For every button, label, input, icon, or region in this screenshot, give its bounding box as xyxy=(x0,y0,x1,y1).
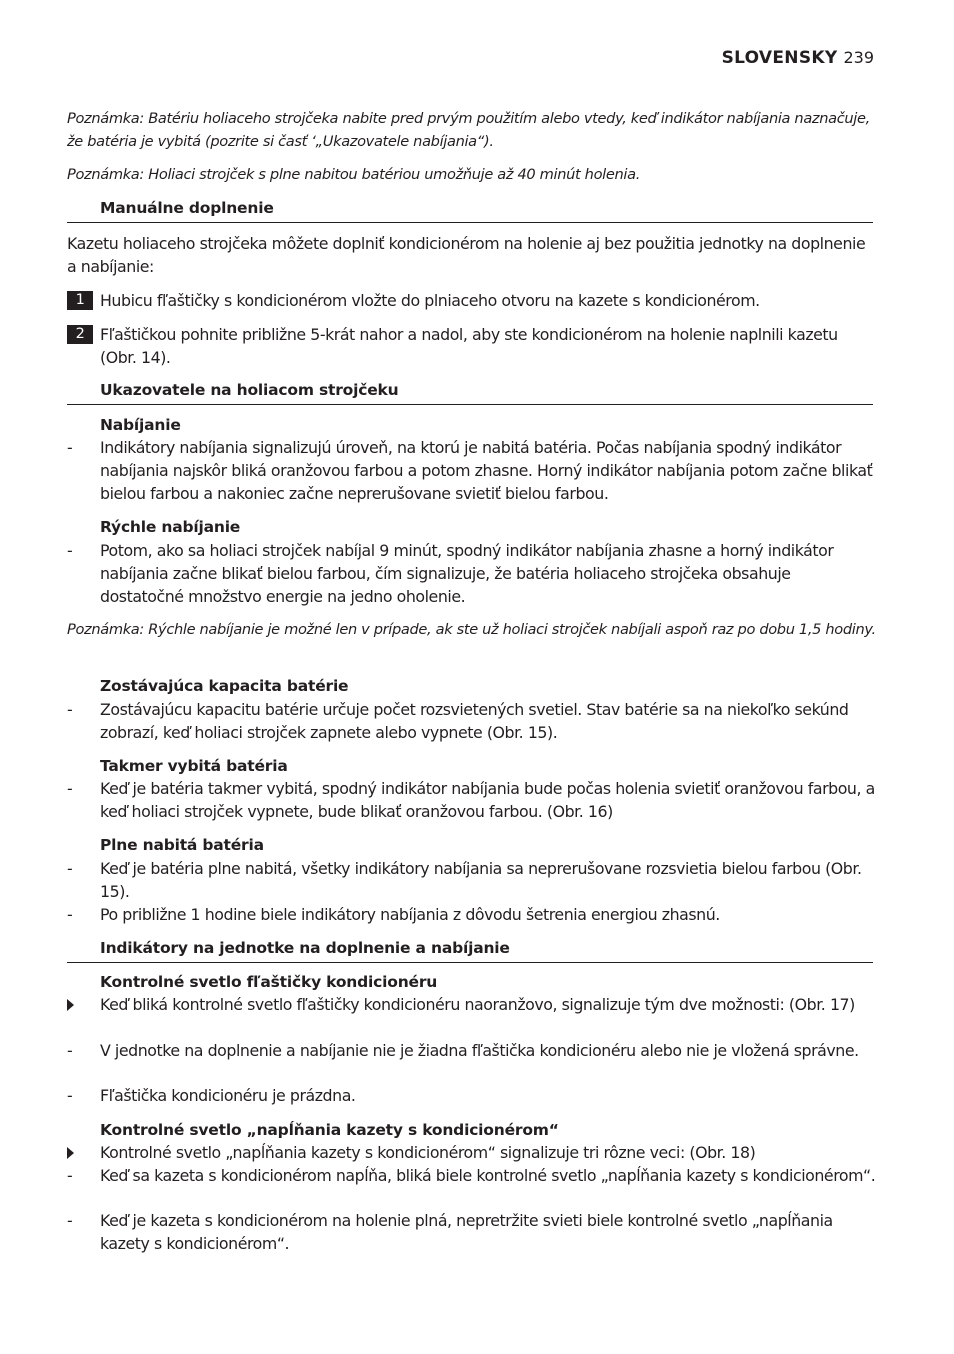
list-item xyxy=(67,436,877,505)
dash-marker: - xyxy=(67,905,73,924)
dash-marker: - xyxy=(67,779,73,798)
list-item xyxy=(67,857,877,903)
page-number: 239 xyxy=(843,48,874,67)
list-item-text: Po približne 1 hodine biele indikátory nabíjania z dôvodu šetrenia energiou zhasnú. xyxy=(100,905,720,924)
note-shaving-time: Poznámka: Holiaci strojček s plne nabitou batériou umožňuje až 40 minút holenia. xyxy=(67,166,640,183)
list-item-text: V jednotke na doplnenie a nabíjanie nie je žiadna fľaštička kondicionéru alebo nie je vložená správne. xyxy=(100,1041,859,1060)
step-text: Hubicu fľaštičky s kondicionérom vložte do plniaceho otvoru na kazete s kondicionérom. xyxy=(100,291,760,310)
list-item xyxy=(67,1164,877,1187)
list-item-text: Zostávajúcu kapacitu batérie určuje počet rozsvietených svetiel. Stav batérie sa na niekoľko sekúnd zobrazí, keď holiaci strojček zapnete alebo vypnete (Obr. 15). xyxy=(100,700,849,742)
dash-marker: - xyxy=(67,1166,73,1185)
dash-marker: - xyxy=(67,859,73,878)
dash-marker: - xyxy=(67,1211,73,1230)
step-2 xyxy=(67,323,877,369)
language-label: SLOVENSKY xyxy=(721,48,838,68)
dash-marker: - xyxy=(67,1086,73,1105)
subheading-battery-low: Takmer vybitá batéria xyxy=(100,757,288,775)
list-item xyxy=(67,1209,877,1255)
list-item-text: Keď sa kazeta s kondicionérom napĺňa, bliká biele kontrolné svetlo „napĺňania kazety s kondicionérom“. xyxy=(100,1166,876,1185)
subheading-charging: Nabíjanie xyxy=(100,416,181,434)
step-number-badge: 1 xyxy=(67,291,93,310)
list-item xyxy=(67,993,877,1016)
list-item xyxy=(67,698,877,744)
list-item-text: Fľaštička kondicionéru je prázdna. xyxy=(100,1086,356,1105)
list-item-text: Keď je batéria plne nabitá, všetky indikátory nabíjania sa neprerušovane rozsvietia bielou farbou (Obr. 15). xyxy=(100,859,862,901)
section-heading-shaver-indicators: Ukazovatele na holiacom strojčeku xyxy=(67,379,873,405)
manual-refill-intro: Kazetu holiaceho strojčeka môžete doplniť kondicionérom na holenie aj bez použitia jednotky na doplnenie a nabíjanie: xyxy=(67,234,866,276)
list-item xyxy=(67,1141,877,1164)
dash-marker: - xyxy=(67,541,73,560)
subheading-quick-charging: Rýchle nabíjanie xyxy=(100,518,241,536)
list-item-text: Keď je kazeta s kondicionérom na holenie plná, nepretržite svieti biele kontrolné svetlo „napĺňania kazety s kondicionérom“. xyxy=(100,1211,833,1253)
dash-marker: - xyxy=(67,700,73,719)
subheading-bottle-light: Kontrolné svetlo fľaštičky kondicionéru xyxy=(100,973,438,991)
section-heading-manual-refill: Manuálne doplnenie xyxy=(67,197,873,223)
triangle-bullet-icon xyxy=(67,993,87,1017)
step-1 xyxy=(67,289,877,312)
page-header xyxy=(722,48,874,68)
note-charge-before-use: Poznámka: Batériu holiaceho strojčeka nabite pred prvým použitím alebo vtedy, keď indikátor nabíjania naznačuje, že batéria je vybitá (pozrite si časť ‘„Ukazovatele nabíjania“). xyxy=(67,110,870,150)
list-item xyxy=(67,539,877,608)
list-item xyxy=(67,1039,877,1062)
list-item xyxy=(67,1084,877,1107)
subheading-battery-full: Plne nabitá batéria xyxy=(100,836,264,854)
dash-marker: - xyxy=(67,1041,73,1060)
list-item xyxy=(67,903,877,926)
subheading-fill-light: Kontrolné svetlo „napĺňania kazety s kondicionérom“ xyxy=(100,1121,559,1139)
list-item xyxy=(67,777,877,823)
list-item-text: Potom, ako sa holiaci strojček nabíjal 9 minút, spodný indikátor nabíjania zhasne a horný indikátor nabíjania začne blikať bielou farbou, čím signalizuje, že batéria holiaceho strojčeka obsahuje dostatočné množstvo energie na jedno oholenie. xyxy=(100,541,834,606)
list-item-text: Kontrolné svetlo „napĺňania kazety s kondicionérom“ signalizuje tri rôzne veci: (Obr. 18) xyxy=(100,1143,756,1162)
list-item-text: Keď je batéria takmer vybitá, spodný indikátor nabíjania bude počas holenia svietiť oranžovou farbou, a keď holiaci strojček vypnete, bude blikať oranžovou farbou. (Obr. 16) xyxy=(100,779,875,821)
list-item-text: Indikátory nabíjania signalizujú úroveň, na ktorú je nabitá batéria. Počas nabíjania spodný indikátor nabíjania najskôr bliká oranžovou farbou a potom zhasne. Horný indikátor nabíjania potom začne blikať bielou farbou a nakoniec začne neprerušovane svietiť bielou farbou. xyxy=(100,438,873,503)
step-text: Fľaštičkou pohnite približne 5-krát nahor a nadol, aby ste kondicionérom na holenie naplnili kazetu (Obr. 14). xyxy=(100,325,838,367)
triangle-bullet-icon xyxy=(67,1141,87,1165)
dash-marker: - xyxy=(67,438,73,457)
note-quick-charge: Poznámka: Rýchle nabíjanie je možné len v prípade, ak ste už holiaci strojček nabíjali aspoň raz po dobu 1,5 hodiny. xyxy=(67,621,876,638)
subheading-remaining-capacity: Zostávajúca kapacita batérie xyxy=(100,677,349,695)
list-item-text: Keď bliká kontrolné svetlo fľaštičky kondicionéru naoranžovo, signalizuje tým dve možnosti: (Obr. 17) xyxy=(100,995,855,1014)
section-heading-unit-indicators: Indikátory na jednotke na doplnenie a nabíjanie xyxy=(67,937,873,963)
step-number-badge: 2 xyxy=(67,325,93,344)
